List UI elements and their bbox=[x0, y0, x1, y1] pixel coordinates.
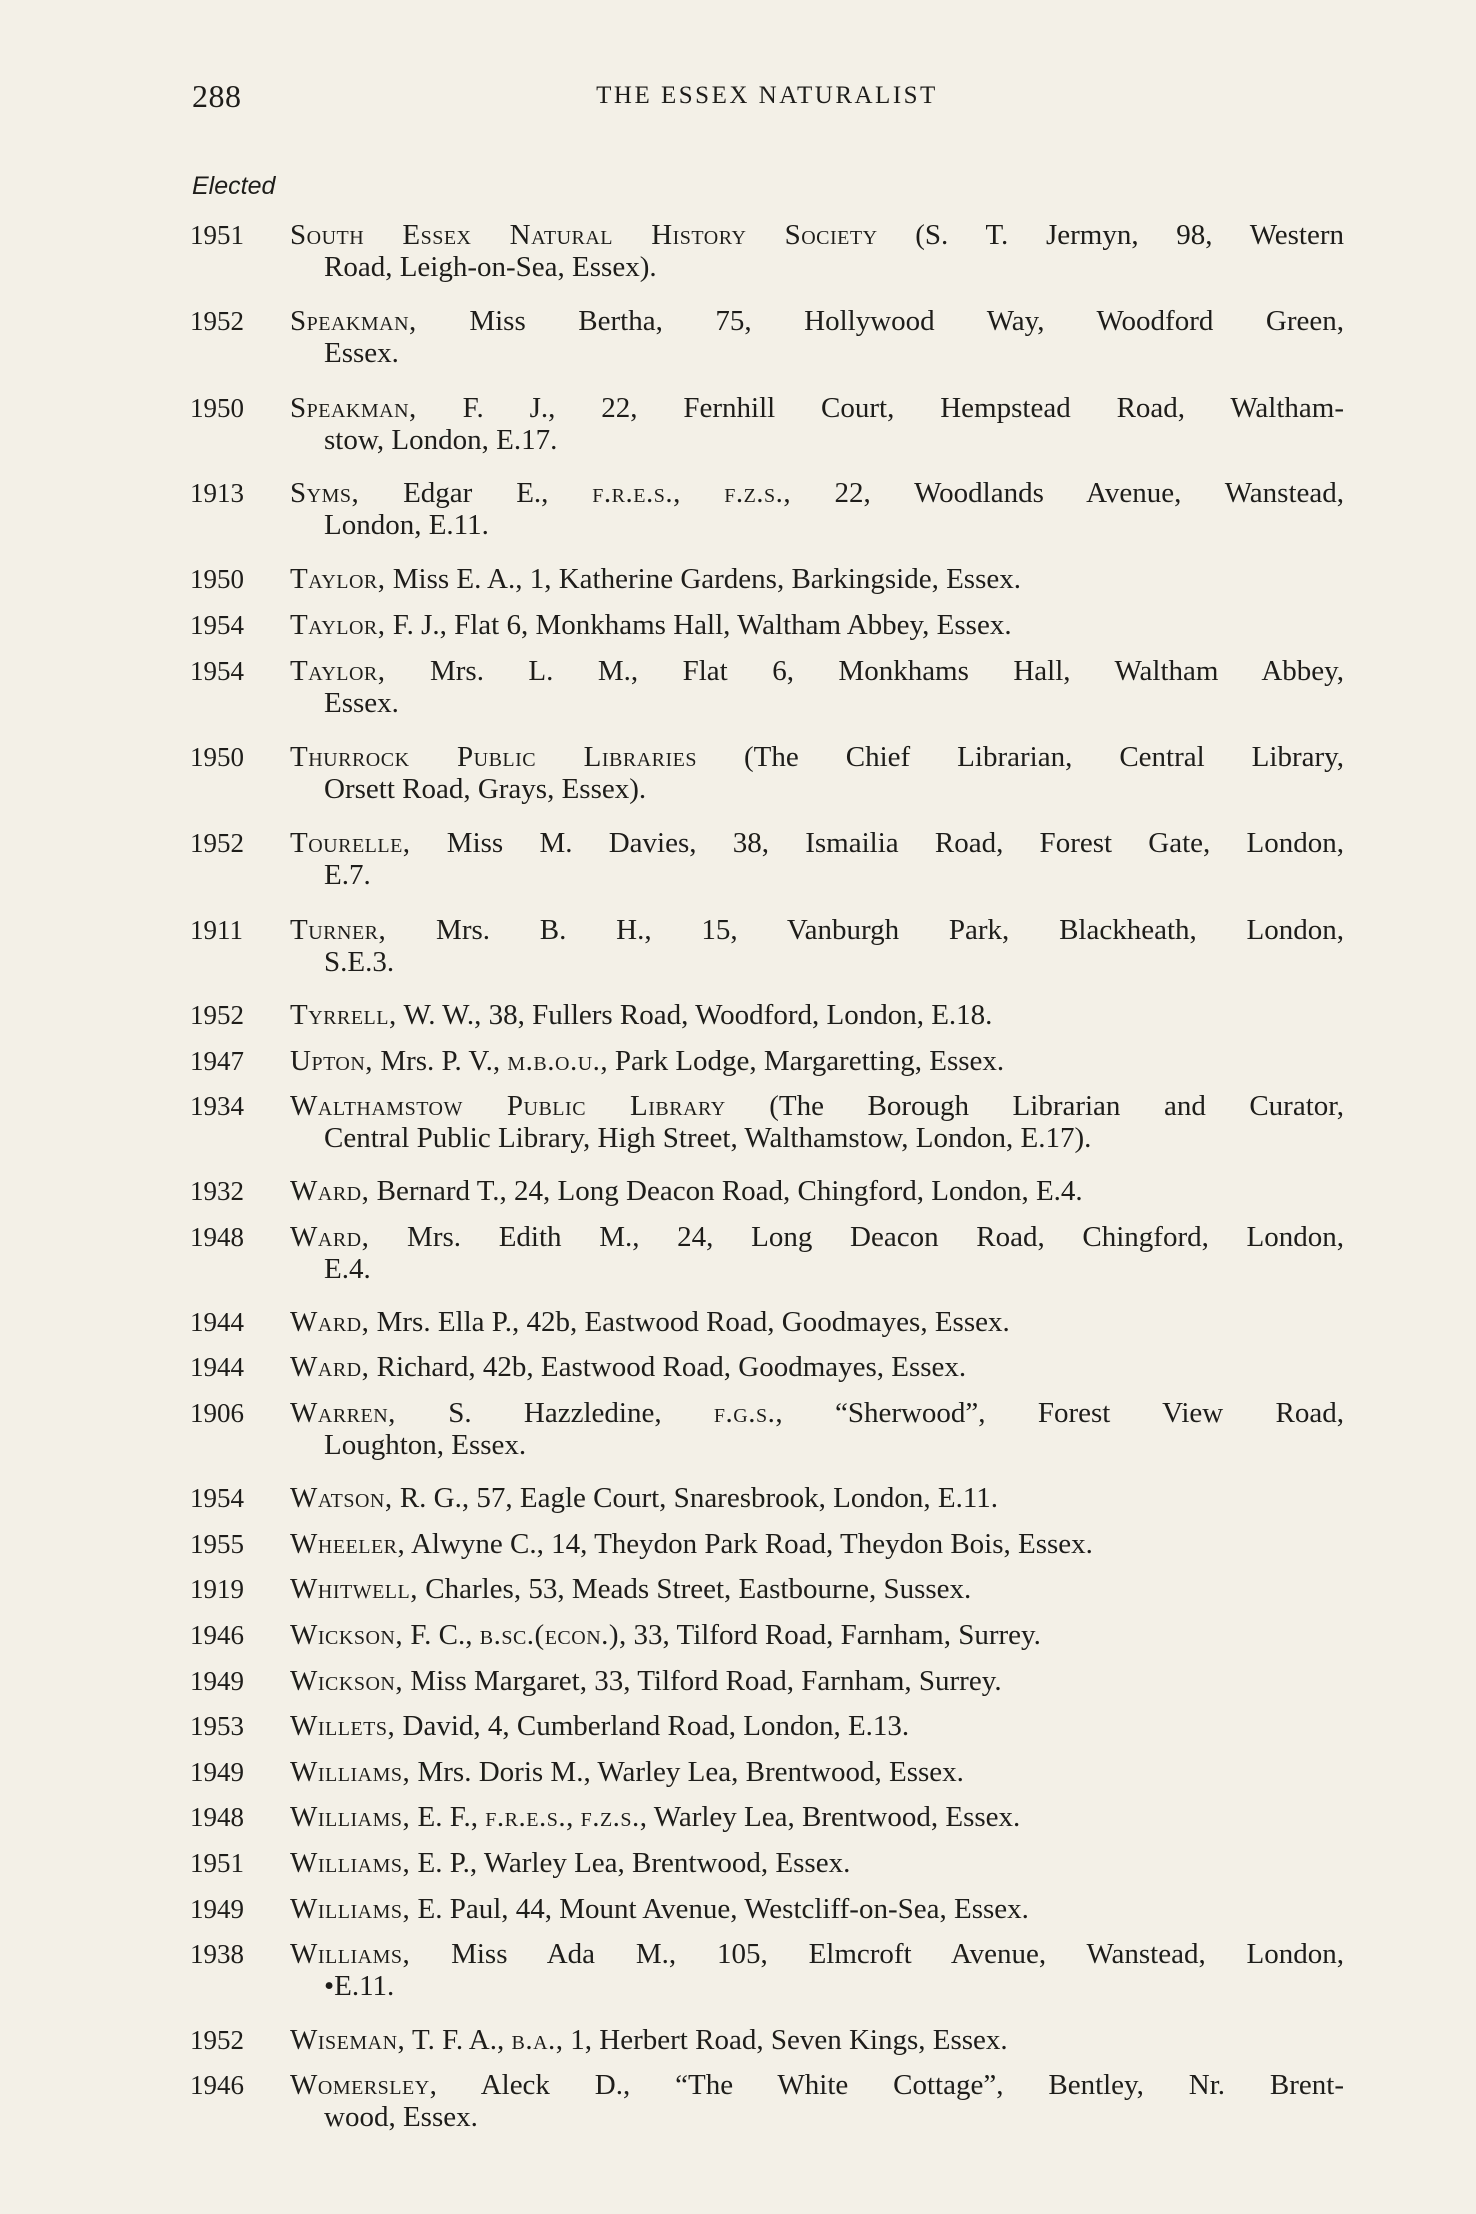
member-address-continued: Road, Leigh-on-Sea, Essex). bbox=[324, 251, 657, 283]
election-year: 1952 bbox=[190, 2025, 244, 2055]
election-year: 1955 bbox=[190, 1529, 244, 1559]
member-details bbox=[290, 609, 1344, 641]
entry-first-line bbox=[290, 563, 1344, 595]
election-year: 1934 bbox=[190, 1091, 244, 1121]
member-name: Womersley, bbox=[290, 2069, 438, 2101]
member-details bbox=[290, 563, 1344, 595]
member-name: Walthamstow Public Library bbox=[290, 1090, 726, 1122]
member-address-continued: Essex. bbox=[324, 337, 399, 369]
member-details bbox=[290, 1801, 1344, 1833]
entry-continuation-line bbox=[290, 2101, 1344, 2133]
elected-column-label: Elected bbox=[192, 172, 276, 200]
member-name: South Essex Natural History Society bbox=[290, 219, 878, 251]
member-address: E. Paul, 44, Mount Avenue, Westcliff-on-Sea, Essex. bbox=[417, 1893, 1029, 1925]
election-year: 1906 bbox=[190, 1398, 244, 1428]
member-address: F. C., b.sc.(econ.), 33, Tilford Road, Farnham, Surrey. bbox=[410, 1619, 1041, 1651]
election-year: 1952 bbox=[190, 828, 244, 858]
election-year: 1932 bbox=[190, 1176, 244, 1206]
member-address: F. J., Flat 6, Monkhams Hall, Waltham Abbey, Essex. bbox=[392, 609, 1012, 641]
member-address-continued: S.E.3. bbox=[324, 946, 395, 978]
member-name: Warren, bbox=[290, 1397, 396, 1429]
member-details bbox=[290, 914, 1344, 978]
member-address-continued: stow, London, E.17. bbox=[324, 424, 558, 456]
member-details bbox=[290, 1045, 1344, 1077]
entry-first-line bbox=[290, 1175, 1344, 1207]
qualification-abbrev: b.a. bbox=[511, 2024, 556, 2056]
member-name: Wiseman, bbox=[290, 2024, 406, 2056]
election-year: 1950 bbox=[190, 742, 244, 772]
member-details bbox=[290, 392, 1344, 456]
member-name: Taylor, bbox=[290, 655, 386, 687]
member-address: Miss Bertha, 75, Hollywood Way, Woodford Green, bbox=[469, 305, 1344, 337]
election-year: 1919 bbox=[190, 1574, 244, 1604]
member-address: Aleck D., “The White Cottage”, Bentley, Nr. Brent- bbox=[480, 2069, 1344, 2101]
member-name: Whitwell, bbox=[290, 1573, 418, 1605]
election-year: 1951 bbox=[190, 220, 244, 250]
member-address-continued: Essex. bbox=[324, 687, 399, 719]
member-address: T. F. A., b.a., 1, Herbert Road, Seven Kings, Essex. bbox=[412, 2024, 1008, 2056]
entry-first-line bbox=[290, 1893, 1344, 1925]
entry-first-line bbox=[290, 1938, 1344, 1970]
election-year: 1944 bbox=[190, 1352, 244, 1382]
election-year: 1947 bbox=[190, 1046, 244, 1076]
entry-first-line bbox=[290, 2069, 1344, 2101]
member-address: W. W., 38, Fullers Road, Woodford, London, E.18. bbox=[403, 999, 993, 1031]
member-details bbox=[290, 2069, 1344, 2133]
member-name: Tyrrell, bbox=[290, 999, 397, 1031]
member-name: Ward, bbox=[290, 1221, 370, 1253]
entry-first-line bbox=[290, 1045, 1344, 1077]
member-name: Wheeler, bbox=[290, 1528, 406, 1560]
member-address-continued: E.7. bbox=[324, 859, 371, 891]
page-number: 288 bbox=[192, 78, 242, 114]
election-year: 1948 bbox=[190, 1222, 244, 1252]
entry-first-line bbox=[290, 1665, 1344, 1697]
member-name: Williams, bbox=[290, 1938, 411, 1970]
member-details bbox=[290, 999, 1344, 1031]
member-name: Williams, bbox=[290, 1893, 411, 1925]
election-year: 1946 bbox=[190, 2070, 244, 2100]
member-address: Edgar E., f.r.e.s., f.z.s., 22, Woodlands Avenue, Wanstead, bbox=[403, 477, 1344, 509]
entry-first-line bbox=[290, 1847, 1344, 1879]
member-address: Miss M. Davies, 38, Ismailia Road, Forest Gate, London, bbox=[446, 827, 1344, 859]
member-details bbox=[290, 1619, 1344, 1651]
election-year: 1944 bbox=[190, 1307, 244, 1337]
entry-continuation-line bbox=[290, 946, 1344, 978]
member-name: Upton, bbox=[290, 1045, 374, 1077]
entry-continuation-line bbox=[290, 424, 1344, 456]
entry-first-line bbox=[290, 1710, 1344, 1742]
member-details bbox=[290, 741, 1344, 805]
member-details bbox=[290, 1665, 1344, 1697]
entry-first-line bbox=[290, 609, 1344, 641]
member-name: Watson, bbox=[290, 1482, 393, 1514]
election-year: 1951 bbox=[190, 1848, 244, 1878]
member-details bbox=[290, 1221, 1344, 1285]
entry-first-line bbox=[290, 999, 1344, 1031]
qualification-abbrev: f.z.s. bbox=[580, 1801, 640, 1833]
member-address-continued: E.4. bbox=[324, 1253, 371, 1285]
entry-first-line bbox=[290, 741, 1344, 773]
qualification-abbrev: f.g.s. bbox=[713, 1397, 776, 1429]
entry-first-line bbox=[290, 914, 1344, 946]
member-name: Taylor, bbox=[290, 609, 386, 641]
entry-continuation-line bbox=[290, 687, 1344, 719]
member-address: Miss Ada M., 105, Elmcroft Avenue, Wanstead, London, bbox=[451, 1938, 1344, 1970]
member-address: Mrs. Ella P., 42b, Eastwood Road, Goodmayes, Essex. bbox=[376, 1306, 1010, 1338]
entry-first-line bbox=[290, 1221, 1344, 1253]
member-details bbox=[290, 1847, 1344, 1879]
member-address: Mrs. Doris M., Warley Lea, Brentwood, Essex. bbox=[417, 1756, 964, 1788]
member-name: Williams, bbox=[290, 1756, 411, 1788]
qualification-abbrev: f.r.e.s. bbox=[592, 477, 674, 509]
entry-first-line bbox=[290, 1090, 1344, 1122]
member-address: E. F., f.r.e.s., f.z.s., Warley Lea, Brentwood, Essex. bbox=[417, 1801, 1021, 1833]
member-name: Ward, bbox=[290, 1351, 370, 1383]
member-details bbox=[290, 1351, 1344, 1383]
member-details bbox=[290, 305, 1344, 369]
running-title: THE ESSEX NATURALIST bbox=[596, 82, 938, 109]
member-details bbox=[290, 1938, 1344, 2002]
entry-first-line bbox=[290, 477, 1344, 509]
entry-first-line bbox=[290, 1801, 1344, 1833]
member-details bbox=[290, 1893, 1344, 1925]
member-details bbox=[290, 1573, 1344, 1605]
entry-first-line bbox=[290, 1756, 1344, 1788]
member-name: Willets, bbox=[290, 1710, 396, 1742]
member-details bbox=[290, 1710, 1344, 1742]
member-name: Ward, bbox=[290, 1175, 370, 1207]
election-year: 1948 bbox=[190, 1802, 244, 1832]
entry-first-line bbox=[290, 305, 1344, 337]
member-name: Williams, bbox=[290, 1847, 411, 1879]
member-address-continued: London, E.11. bbox=[324, 509, 489, 541]
member-name: Tourelle, bbox=[290, 827, 411, 859]
entry-first-line bbox=[290, 1528, 1344, 1560]
member-name: Speakman, bbox=[290, 305, 417, 337]
member-details bbox=[290, 1090, 1344, 1154]
entry-first-line bbox=[290, 1306, 1344, 1338]
member-details bbox=[290, 1306, 1344, 1338]
qualification-abbrev: f.r.e.s. bbox=[485, 1801, 567, 1833]
election-year: 1949 bbox=[190, 1894, 244, 1924]
election-year: 1952 bbox=[190, 1000, 244, 1030]
member-details bbox=[290, 1528, 1344, 1560]
member-address: Bernard T., 24, Long Deacon Road, Chingford, London, E.4. bbox=[376, 1175, 1083, 1207]
member-details bbox=[290, 1175, 1344, 1207]
member-address-continued: •E.11. bbox=[324, 1970, 395, 2002]
entry-first-line bbox=[290, 1573, 1344, 1605]
entry-continuation-line bbox=[290, 509, 1344, 541]
entry-first-line bbox=[290, 1397, 1344, 1429]
member-name: Williams, bbox=[290, 1801, 411, 1833]
member-address: (S. T. Jermyn, 98, Western bbox=[915, 219, 1344, 251]
member-name: Wickson, bbox=[290, 1619, 404, 1651]
election-year: 1950 bbox=[190, 393, 244, 423]
election-year: 1949 bbox=[190, 1757, 244, 1787]
member-address: Miss E. A., 1, Katherine Gardens, Barkingside, Essex. bbox=[392, 563, 1021, 595]
member-address: (The Borough Librarian and Curator, bbox=[769, 1090, 1344, 1122]
member-address: (The Chief Librarian, Central Library, bbox=[744, 741, 1344, 773]
election-year: 1950 bbox=[190, 564, 244, 594]
election-year: 1954 bbox=[190, 656, 244, 686]
election-year: 1952 bbox=[190, 306, 244, 336]
member-address-continued: Loughton, Essex. bbox=[324, 1429, 527, 1461]
member-address: S. Hazzledine, f.g.s., “Sherwood”, Forest View Road, bbox=[448, 1397, 1344, 1429]
entry-first-line bbox=[290, 1482, 1344, 1514]
member-address: Mrs. Edith M., 24, Long Deacon Road, Chingford, London, bbox=[407, 1221, 1344, 1253]
member-address-continued: Central Public Library, High Street, Walthamstow, London, E.17). bbox=[324, 1122, 1092, 1154]
entry-first-line bbox=[290, 1619, 1344, 1651]
entry-first-line bbox=[290, 1351, 1344, 1383]
member-address: E. P., Warley Lea, Brentwood, Essex. bbox=[417, 1847, 851, 1879]
qualification-abbrev: m.b.o.u. bbox=[507, 1045, 601, 1077]
member-address: David, 4, Cumberland Road, London, E.13. bbox=[402, 1710, 910, 1742]
election-year: 1946 bbox=[190, 1620, 244, 1650]
member-name: Thurrock Public Libraries bbox=[290, 741, 697, 773]
member-name: Taylor, bbox=[290, 563, 386, 595]
member-address: Alwyne C., 14, Theydon Park Road, Theydon Bois, Essex. bbox=[410, 1528, 1093, 1560]
entry-continuation-line bbox=[290, 859, 1344, 891]
member-details bbox=[290, 1397, 1344, 1461]
member-address: Richard, 42b, Eastwood Road, Goodmayes, Essex. bbox=[376, 1351, 967, 1383]
entry-continuation-line bbox=[290, 1122, 1344, 1154]
member-name: Syms, bbox=[290, 477, 360, 509]
election-year: 1954 bbox=[190, 610, 244, 640]
election-year: 1938 bbox=[190, 1939, 244, 1969]
entry-continuation-line bbox=[290, 1429, 1344, 1461]
member-details bbox=[290, 1756, 1344, 1788]
member-address-continued: wood, Essex. bbox=[324, 2101, 478, 2133]
member-address: Mrs. B. H., 15, Vanburgh Park, Blackheath, London, bbox=[436, 914, 1344, 946]
member-details bbox=[290, 1482, 1344, 1514]
entry-continuation-line bbox=[290, 337, 1344, 369]
member-name: Speakman, bbox=[290, 392, 417, 424]
election-year: 1954 bbox=[190, 1483, 244, 1513]
entry-continuation-line bbox=[290, 251, 1344, 283]
member-name: Ward, bbox=[290, 1306, 370, 1338]
election-year: 1911 bbox=[190, 915, 243, 945]
entry-first-line bbox=[290, 2024, 1344, 2056]
member-details bbox=[290, 827, 1344, 891]
member-address: Miss Margaret, 33, Tilford Road, Farnham, Surrey. bbox=[410, 1665, 1002, 1697]
entry-first-line bbox=[290, 219, 1344, 251]
election-year: 1953 bbox=[190, 1711, 244, 1741]
member-name: Wickson, bbox=[290, 1665, 404, 1697]
member-name: Turner, bbox=[290, 914, 387, 946]
member-details bbox=[290, 219, 1344, 283]
member-details bbox=[290, 477, 1344, 541]
entry-continuation-line bbox=[290, 1970, 1344, 2002]
member-address: R. G., 57, Eagle Court, Snaresbrook, London, E.11. bbox=[399, 1482, 999, 1514]
qualification-abbrev: b.sc.(econ.) bbox=[479, 1619, 620, 1651]
member-address: Charles, 53, Meads Street, Eastbourne, Sussex. bbox=[425, 1573, 972, 1605]
qualification-abbrev: f.z.s. bbox=[724, 477, 784, 509]
member-address: Mrs. P. V., m.b.o.u., Park Lodge, Margaretting, Essex. bbox=[380, 1045, 1005, 1077]
member-address: Mrs. L. M., Flat 6, Monkhams Hall, Waltham Abbey, bbox=[429, 655, 1344, 687]
member-address: F. J., 22, Fernhill Court, Hempstead Road, Waltham- bbox=[462, 392, 1344, 424]
election-year: 1949 bbox=[190, 1666, 244, 1696]
member-details bbox=[290, 2024, 1344, 2056]
entry-continuation-line bbox=[290, 773, 1344, 805]
entry-first-line bbox=[290, 392, 1344, 424]
election-year: 1913 bbox=[190, 478, 244, 508]
member-address-continued: Orsett Road, Grays, Essex). bbox=[324, 773, 647, 805]
member-details bbox=[290, 655, 1344, 719]
entry-first-line bbox=[290, 655, 1344, 687]
entry-continuation-line bbox=[290, 1253, 1344, 1285]
entry-first-line bbox=[290, 827, 1344, 859]
